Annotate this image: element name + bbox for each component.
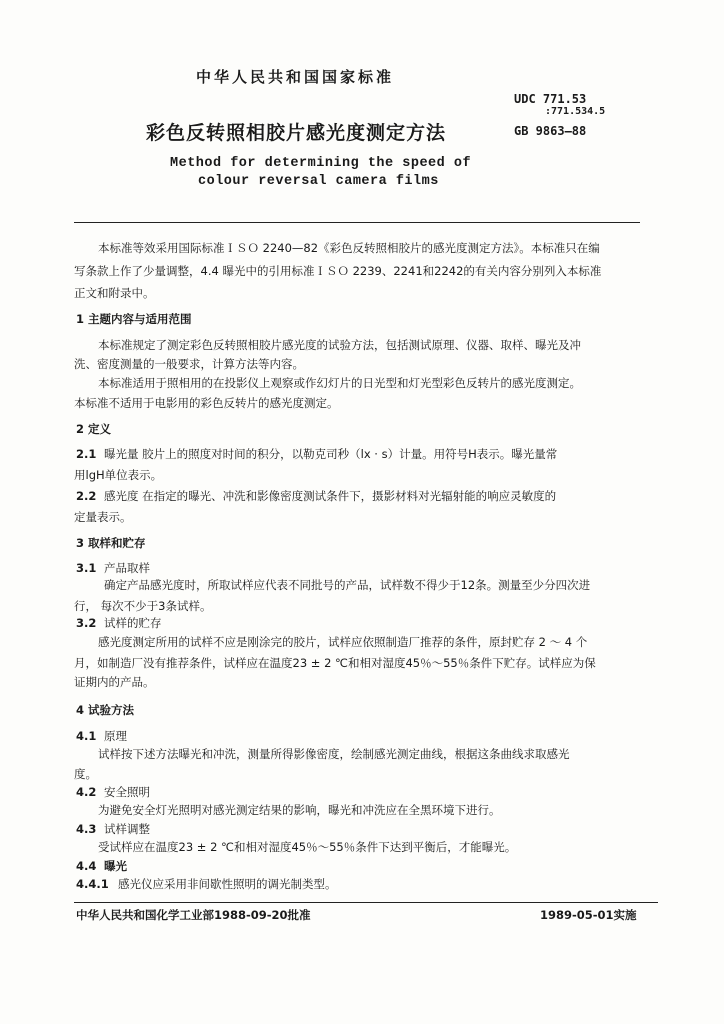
header-divider bbox=[74, 222, 640, 223]
section-3-heading: 3 取样和贮存 bbox=[76, 536, 146, 550]
section-1-heading: 1 主题内容与适用范围 bbox=[76, 312, 192, 326]
subsection-4-1-line2: 度。 bbox=[74, 767, 97, 781]
subsection-4-4-1-line1: 感光仪应采用非间歇性照明的调光制类型。 bbox=[118, 877, 337, 891]
definition-2-2-number: 2.2 bbox=[76, 489, 97, 503]
subsection-4-3-number: 4.3 bbox=[76, 822, 97, 836]
subsection-3-2-title: 试样的贮存 bbox=[104, 616, 162, 630]
section-1-p1-line1: 本标准规定了测定彩色反转照相胶片感光度的试验方法，包括测试原理、仪器、取样、曝光及冲 bbox=[98, 338, 581, 352]
subsection-4-1-line1: 试样按下述方法曝光和冲洗，测量所得影像密度，绘制感光测定曲线，根据这条曲线求取感光 bbox=[98, 747, 570, 761]
definition-2-2-line2: 定量表示。 bbox=[74, 510, 132, 524]
effective-date: 1989-05-01实施 bbox=[540, 908, 637, 922]
subsection-3-2-number: 3.2 bbox=[76, 616, 97, 630]
subsection-4-2-line1: 为避免安全灯光照明对感光测定结果的影响，曝光和冲洗应在全黑环境下进行。 bbox=[98, 803, 501, 817]
definition-2-1-line2: 用lgH单位表示。 bbox=[74, 468, 163, 482]
section-4-heading: 4 试验方法 bbox=[76, 703, 135, 717]
definition-2-2-line1: 感光度 在指定的曝光、冲洗和影像密度测试条件下，摄影材料对光辐射能的响应灵敏度的 bbox=[104, 489, 557, 503]
subsection-3-1-line2: 行， 每次不少于3条试样。 bbox=[74, 599, 212, 613]
subsection-3-2-line2: 月，如制造厂没有推荐条件，试样应在温度23 ± 2 ℃和相对湿度45％～55％条件下贮存。试样应为保 bbox=[74, 656, 596, 670]
approval-note: 中华人民共和国化学工业部1988-09-20批准 bbox=[76, 908, 311, 922]
subsection-3-1-number: 3.1 bbox=[76, 561, 97, 575]
subsection-4-2-title: 安全照明 bbox=[104, 785, 150, 799]
subsection-4-3-title: 试样调整 bbox=[104, 822, 150, 836]
intro-line-1: 本标准等效采用国际标准ＩＳＯ 2240—82《彩色反转照相胶片的感光度测定方法》。本标准只在编 bbox=[98, 241, 600, 255]
subsection-4-2-number: 4.2 bbox=[76, 785, 97, 799]
section-1-p2-line1: 本标准适用于照相用的在投影仪上观察或作幻灯片的日光型和灯光型彩色反转片的感光度测定。 bbox=[98, 376, 581, 390]
document-title-chinese: 彩色反转照相胶片感光度测定方法 bbox=[146, 122, 447, 144]
subsection-4-4-number: 4.4 bbox=[76, 859, 97, 873]
subsection-4-1-title: 原理 bbox=[104, 729, 127, 743]
definition-2-1-line1: 曝光量 胶片上的照度对时间的积分，以勒克司秒（lx · s）计量。用符号H表示。曝光量常 bbox=[104, 447, 558, 461]
subsection-3-1-line1: 确定产品感光度时，所取试样应代表不同批号的产品，试样数不得少于12条。测量至少分四次进 bbox=[104, 578, 591, 592]
section-1-p1-line2: 洗、密度测量的一般要求，计算方法等内容。 bbox=[74, 357, 304, 371]
gb-standard-number: GB 9863—88 bbox=[514, 124, 587, 138]
section-2-heading: 2 定义 bbox=[76, 422, 112, 436]
intro-line-2: 写条款上作了少量调整，4.4 曝光中的引用标准ＩＳＯ 2239、2241和2242的有关内容分别列入本标准 bbox=[74, 264, 602, 278]
subsection-4-3-line1: 受试样应在温度23 ± 2 ℃和相对湿度45％～55％条件下达到平衡后，才能曝光。 bbox=[98, 840, 517, 854]
footer-divider bbox=[74, 902, 658, 903]
document-title-english-line2: colour reversal camera films bbox=[198, 174, 439, 189]
subsection-4-1-number: 4.1 bbox=[76, 729, 97, 743]
udc-code: UDC 771.53 bbox=[514, 92, 587, 106]
definition-2-1-number: 2.1 bbox=[76, 447, 97, 461]
section-1-p2-line2: 本标准不适用于电影用的彩色反转片的感光度测定。 bbox=[74, 396, 339, 410]
intro-line-3: 正文和附录中。 bbox=[74, 286, 155, 300]
subsection-3-2-line1: 感光度测定所用的试样不应是刚涂完的胶片，试样应依照制造厂推荐的条件，原封贮存 2 ～ 4 个 bbox=[98, 635, 588, 649]
document-title-english-line1: Method for determining the speed of bbox=[170, 156, 472, 171]
subsection-4-4-1-number: 4.4.1 bbox=[76, 877, 109, 891]
subsection-3-1-title: 产品取样 bbox=[104, 561, 150, 575]
subsection-4-4-title: 曝光 bbox=[104, 859, 127, 873]
issuing-body-title: 中华人民共和国国家标准 bbox=[196, 68, 395, 86]
udc-code-continued: :771.534.5 bbox=[545, 106, 606, 117]
subsection-3-2-line3: 证期内的产品。 bbox=[74, 675, 155, 689]
